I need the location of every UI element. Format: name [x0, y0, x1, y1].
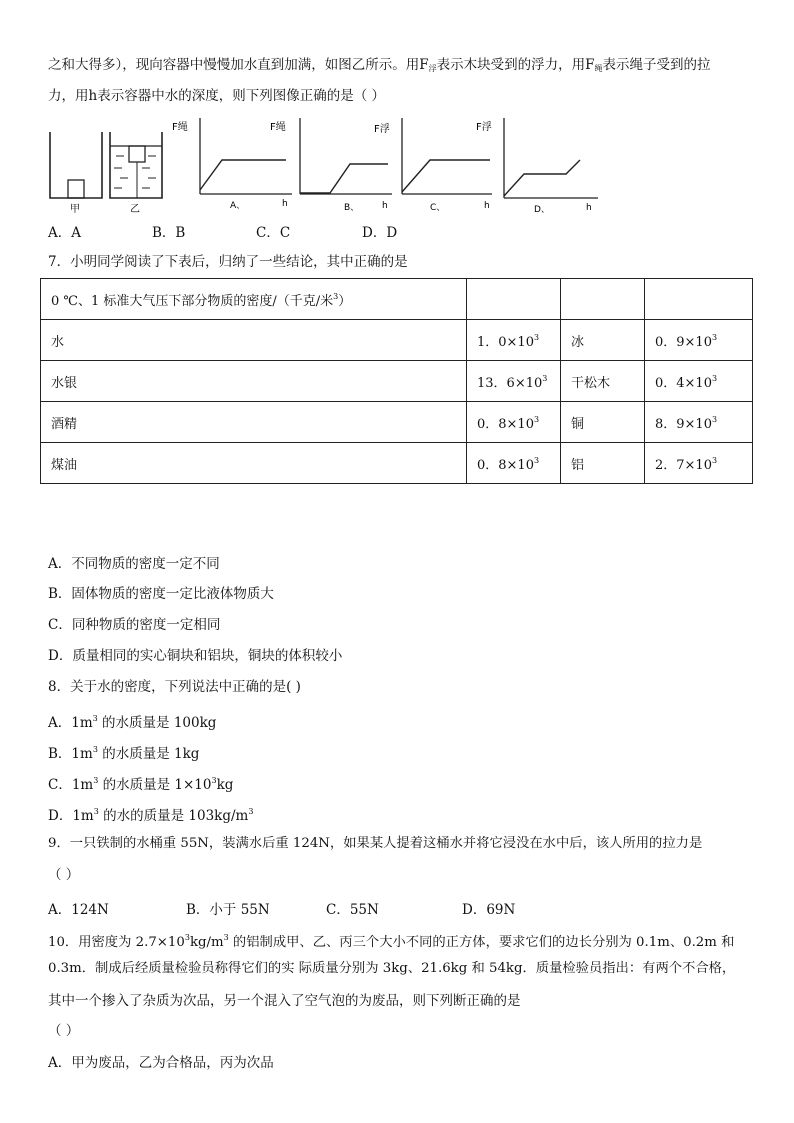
table-row [41, 320, 753, 361]
table-cell: 0．$8\times 10^3$ [467, 443, 561, 484]
subscript-buoyancy: 浮 [428, 64, 437, 73]
table-cell: 铝 [561, 443, 645, 484]
q7-option-d[interactable]: D．质量相同的实心铜块和铝块，铜块的体积较小 [48, 648, 343, 664]
q7-option-b[interactable]: B．固体物质的密度一定比液体物质大 [48, 586, 274, 602]
table-cell: 水 [41, 320, 467, 361]
label-yi: 乙 [130, 204, 140, 215]
q8-option-c[interactable]: C．$1m^3$ 的水质量是 $1\times 10^3kg$ [48, 776, 234, 793]
q8-stem: 8．关于水的密度，下列说法中正确的是( ) [48, 679, 301, 695]
table-cell: 酒精 [41, 402, 467, 443]
q8-option-d[interactable]: D．$1m^3$ 的水的质量是 $103kg/m^3$ [48, 807, 254, 824]
graph-d-curve [504, 160, 580, 196]
q6-option-a[interactable]: A．A [48, 225, 81, 241]
q9-options [48, 898, 768, 918]
q8-option-b[interactable]: B．$1m^3$ 的水质量是 1kg [48, 745, 200, 762]
table-cell: 水银 [41, 361, 467, 402]
q10-line-1: 10．用密度为 $2.7\times 10^3kg/m^3$ 的铝制成甲、乙、丙三个大小不同的正方体，要求它们的边长分别为 0.1m、0.2m 和 [48, 933, 735, 950]
table-row [41, 361, 753, 402]
intro-text: 表示绳子受到的拉 [602, 57, 711, 73]
q10-line-3: 其中一个掺入了杂质为次品，另一个混入了空气泡的为废品，则下列断正确的是 [48, 993, 521, 1009]
table-cell: 冰 [561, 320, 645, 361]
table-cell: 8．$9\times 10^3$ [645, 402, 753, 443]
table-row [41, 402, 753, 443]
q10-line-2: 0.3m．制成后经质量检验员称得它们的实 际质量分别为 3kg、21.6kg 和 54kg．质量检验员指出：有两个不合格， [48, 961, 736, 976]
graph-c-curve [402, 160, 490, 192]
graph-d [476, 118, 598, 215]
graph-a-ylabel: F绳 [172, 122, 188, 133]
q7-option-a[interactable]: A．不同物质的密度一定不同 [48, 556, 220, 572]
graph-d-caption: D、 [534, 205, 550, 215]
graphs-figure [168, 114, 608, 218]
table-cell: 2．$7\times 10^3$ [645, 443, 753, 484]
q10-option-a[interactable]: A．甲为废品，乙为合格品，丙为次品 [48, 1055, 274, 1071]
table-cell: 铜 [561, 402, 645, 443]
graph-b-curve [300, 164, 388, 193]
table-cell: 干松木 [561, 361, 645, 402]
q6-option-c[interactable]: C．C [256, 225, 291, 241]
table-header-row [41, 279, 753, 320]
graph-a-xlabel: h [282, 199, 288, 209]
graph-b-xlabel: h [382, 201, 388, 211]
graph-d-xlabel: h [586, 203, 592, 213]
table-cell: 煤油 [41, 443, 467, 484]
container-figure [44, 124, 174, 216]
q6-option-b[interactable]: B．B [152, 225, 186, 241]
intro-text: 表示木块受到的浮力，用F [436, 57, 595, 73]
q9-option-d[interactable]: D．69N [462, 902, 516, 918]
graph-c [374, 118, 492, 213]
q9-option-b[interactable]: B．小于 55N [186, 902, 270, 918]
q6-option-d[interactable]: D．D [362, 225, 398, 241]
table-cell: 0．$4\times 10^3$ [645, 361, 753, 402]
q10-paren: （ ） [48, 1023, 80, 1039]
table-cell: 0．$8\times 10^3$ [467, 402, 561, 443]
intro-text: 之和大得多），现向容器中慢慢加水直到加满，如图乙所示。用F [48, 57, 429, 73]
table-cell: 13．$6\times 10^3$ [467, 361, 561, 402]
graph-c-xlabel: h [484, 201, 490, 211]
graph-a-curve [200, 160, 286, 190]
container-jia [50, 132, 102, 198]
q7-stem: 7．小明同学阅读了下表后，归纳了一些结论，其中正确的是 [48, 254, 408, 270]
subscript-rope: 绳 [594, 64, 603, 73]
intro-line-2: 力，用h表示容器中水的深度，则下列图像正确的是（ ） [48, 88, 385, 104]
q7-option-c[interactable]: C．同种物质的密度一定相同 [48, 617, 221, 633]
graph-d-ylabel: F浮 [476, 122, 492, 133]
block-jia [68, 180, 84, 198]
table-cell: 0．$9\times 10^3$ [645, 320, 753, 361]
block-yi [129, 146, 145, 162]
graph-c-caption: C、 [430, 203, 446, 213]
q9-option-c[interactable]: C．55N [326, 902, 379, 918]
label-jia: 甲 [70, 204, 80, 215]
table-cell: 1．$0\times 10^3$ [467, 320, 561, 361]
graph-b-caption: B、 [344, 203, 360, 213]
density-table [40, 278, 753, 484]
graph-c-ylabel: F浮 [374, 124, 390, 135]
q9-stem: 9．一只铁制的水桶重 55N，装满水后重 124N，如果某人提着这桶水并将它浸没在水中后，该人所用的拉力是 [48, 836, 703, 851]
q6-options [48, 221, 768, 241]
graph-a-caption: A、 [230, 201, 246, 211]
q8-option-a[interactable]: A．$1m^3$ 的水质量是 100kg [48, 714, 217, 731]
table-header-cell: 0 ℃、1 标准大气压下部分物质的密度/（千克/米$^3$） [41, 279, 467, 320]
q9-paren: （ ） [48, 867, 80, 883]
intro-line-1 [48, 56, 711, 78]
q9-option-a[interactable]: A．124N [48, 902, 109, 918]
graph-b-ylabel: F绳 [270, 122, 286, 133]
table-row [41, 443, 753, 484]
